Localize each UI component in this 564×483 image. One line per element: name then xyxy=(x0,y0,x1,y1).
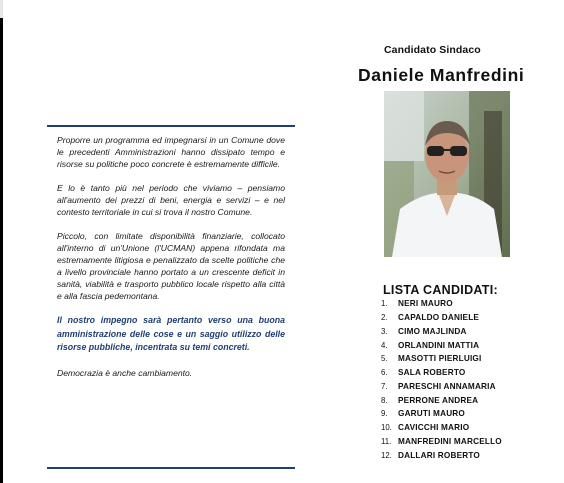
program-paragraph-2: E lo è tanto più nel periodo che viviamo – pensiamo all'aumento dei prezzi di beni, energia e servizi – e nel contesto territoriale in cui si trova il nostro Comune. xyxy=(57,183,285,217)
list-item-number: 10. xyxy=(381,423,392,433)
list-item xyxy=(381,393,502,407)
list-item-number: 9. xyxy=(381,409,388,419)
left-edge-bar-top xyxy=(0,0,3,18)
program-bottom-rule xyxy=(47,467,295,469)
list-item-name: MASOTTI PIERLUIGI xyxy=(398,354,482,364)
list-item-name: CAVICCHI MARIO xyxy=(398,423,470,433)
list-item xyxy=(381,352,502,366)
candidate-label: Candidato Sindaco xyxy=(384,44,481,56)
list-item xyxy=(381,380,502,394)
list-item-name: CIMO MAJLINDA xyxy=(398,326,467,336)
list-item-name: ORLANDINI MATTIA xyxy=(398,340,480,350)
list-item-name: SALA ROBERTO xyxy=(398,368,466,378)
list-item-number: 7. xyxy=(381,381,388,391)
list-item-number: 4. xyxy=(381,340,388,350)
list-item xyxy=(381,448,502,462)
list-item xyxy=(381,435,502,449)
list-item xyxy=(381,366,502,380)
list-item-number: 11. xyxy=(381,436,392,446)
list-item xyxy=(381,325,502,339)
candidate-list-title: LISTA CANDIDATI: xyxy=(383,283,498,297)
program-paragraph-1: Proporre un programma ed impegnarsi in un Comune dove le precedenti Amministrazioni hanno dissipato tempo e risorse su politiche poco concrete è estremamente difficile. xyxy=(57,135,285,169)
program-commitment: Il nostro impegno sarà pertanto verso una buona amministrazione delle cose e un saggio utilizzo delle risorse pubbliche, incentrata su temi concreti. xyxy=(57,315,285,352)
candidate-portrait-image xyxy=(384,91,510,257)
list-item-name: PERRONE ANDREA xyxy=(398,395,479,405)
list-item-name: NERI MAURO xyxy=(398,299,453,309)
list-item-name: GARUTI MAURO xyxy=(398,409,465,419)
list-item xyxy=(381,297,502,311)
list-item-number: 5. xyxy=(381,354,388,364)
list-item-number: 3. xyxy=(381,326,388,336)
list-item-number: 6. xyxy=(381,368,388,378)
candidate-name: Daniele Manfredini xyxy=(358,65,525,85)
candidate-list xyxy=(381,297,502,462)
list-item-number: 1. xyxy=(381,299,388,309)
program-text-box xyxy=(47,125,295,468)
list-item-name: CAPALDO DANIELE xyxy=(398,313,480,323)
list-item-number: 12. xyxy=(381,450,392,460)
list-item-number: 2. xyxy=(381,313,388,323)
program-closing: Democrazia è anche cambiamento. xyxy=(57,367,193,378)
list-item-name: DALLARI ROBERTO xyxy=(398,450,480,460)
program-paragraph-3: Piccolo, con limitate disponibilità finanziarie, collocato all'interno di un'Unione (l'UCMAN) appena rifondata ma estremamente litigiosa e penalizzato da scelte politiche che a livello provinciale hanno portato a un crescente deficit in sanità, viabilità e trasporto pubblico locale rispetto alla città e alla fascia pedemontana. xyxy=(57,231,285,301)
list-item-name: PARESCHI ANNAMARIA xyxy=(398,381,496,391)
list-item-number: 8. xyxy=(381,395,388,405)
list-item xyxy=(381,311,502,325)
list-item xyxy=(381,421,502,435)
list-item xyxy=(381,338,502,352)
list-item-name: MANFREDINI MARCELLO xyxy=(398,436,502,446)
list-item xyxy=(381,407,502,421)
left-edge-bar xyxy=(0,0,3,483)
